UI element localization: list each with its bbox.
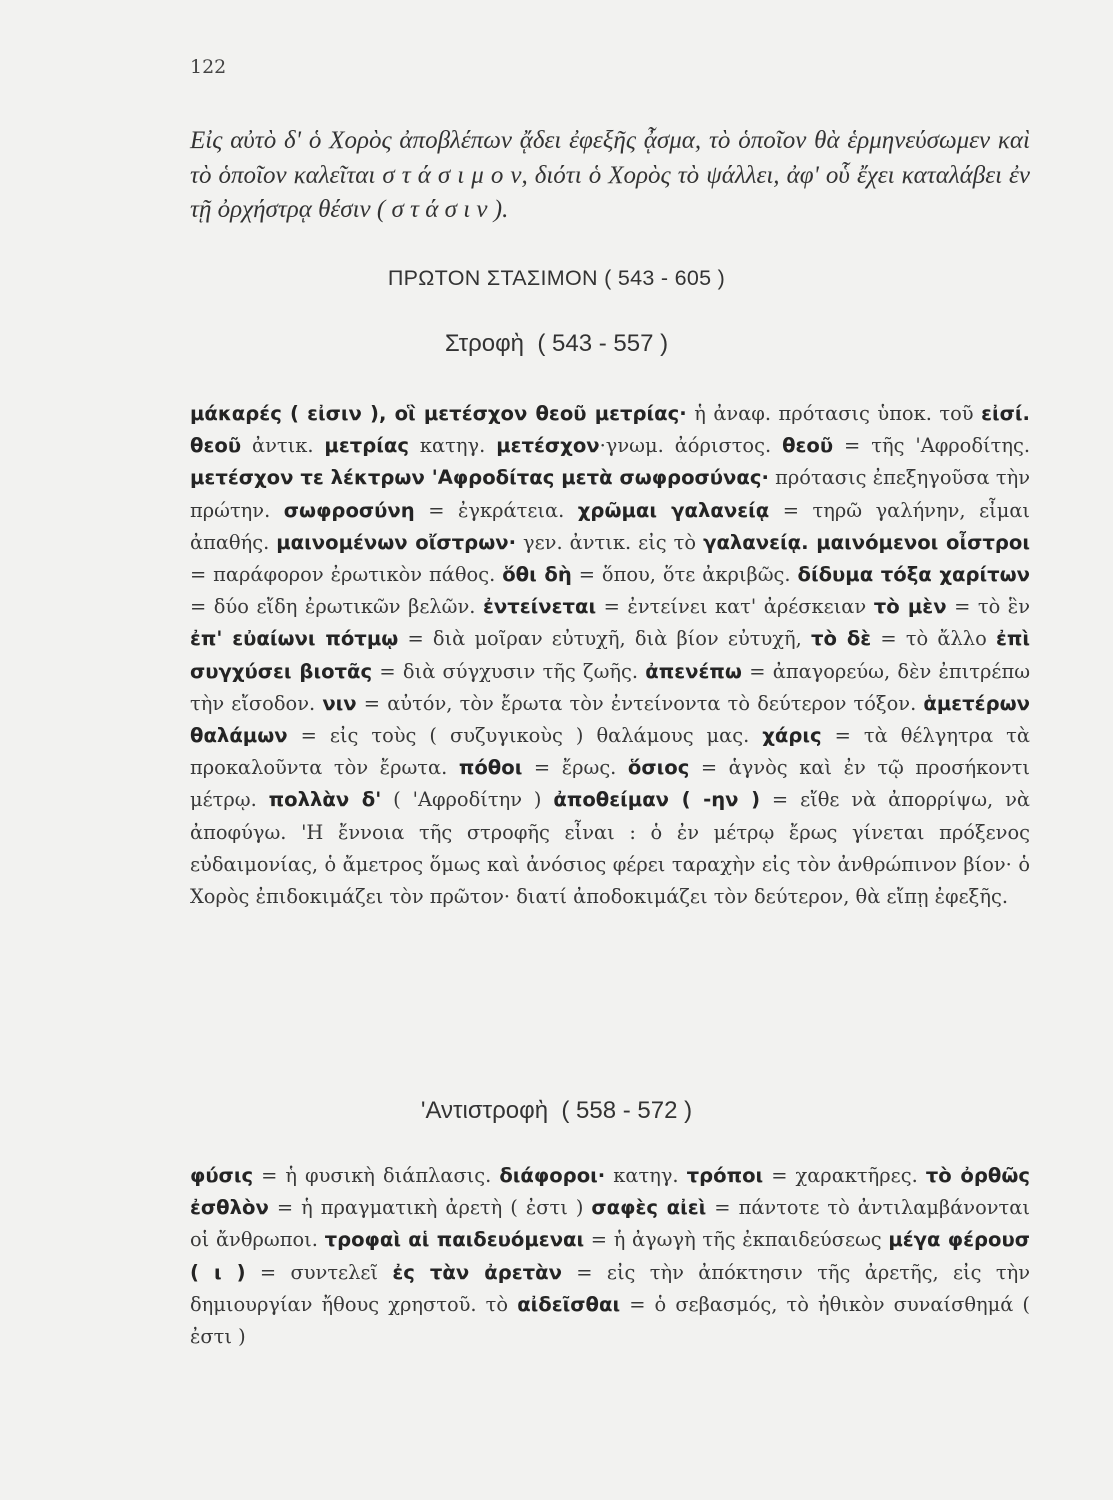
lemma: ἀπενέπω [645, 659, 742, 683]
lemma: δίδυμα τόξα χαρίτων [797, 563, 1030, 587]
antistrophe-heading: 'Αντιστροφὴ ( 558 - 572 ) [420, 1097, 693, 1124]
lemma: τὸ μὲν [873, 595, 947, 619]
gloss: γεν. ἀντικ. εἰς τὸ [516, 530, 704, 554]
gloss: = αὐτόν, τὸν ἔρωτα τὸν ἐντείνοντα τὸ δεύτερον τόξον. [356, 691, 924, 715]
gloss: = εἰς τὴν ἀπόκτησιν τῆς ἀρετῆς, εἰς τὴν δημιουργίαν ἤθους χρηστοῦ. τὸ [190, 1260, 1030, 1316]
gloss: = ἡ πραγματικὴ ἀρετὴ ( ἐστι ) [268, 1196, 592, 1220]
gloss: = εἰς τοὺς ( συζυγικοὺς ) θαλάμους μας. [287, 724, 763, 748]
gloss: ἡ ἀναφ. πρότασις ὑποκ. τοῦ [686, 402, 982, 425]
strophe-commentary [190, 398, 1030, 913]
gloss: = τὰ θέλγητρα τὰ προκαλοῦντα τὸν ἔρωτα. [190, 724, 1030, 780]
gloss: = συντελεῖ [245, 1260, 393, 1284]
lemma: πόθοι [458, 756, 523, 780]
gloss: = ἔρως. [522, 756, 628, 780]
gloss: = εἴθε νὰ ἀπορρίψω, νὰ ἀποφύγω. 'Η ἔννοια τῆς στροφῆς εἶναι : ὁ ἐν μέτρῳ ἔρως γίνεται πρόξενος εὐδαιμονίας, ὁ ἄμετρος ὅμως καὶ ἀνόσιος φέρει ταραχὴν εἰς τὸν ἀνθρώπινον βίον· ὁ Χορὸς ἐπιδοκιμάζει τὸν πρῶτον· διατί ἀποδοκιμάζει τὸν δεύτερον, θὰ εἴπῃ ἐφεξῆς. [190, 788, 1030, 909]
lemma: διάφοροι· [499, 1164, 606, 1187]
gloss: ( 'Αφροδίτην ) [381, 788, 554, 812]
gloss: πρότασις ἐπεξηγοῦσα τὴν πρώτην. [190, 466, 1030, 522]
strophe-heading: Στροφὴ ( 543 - 557 ) [444, 330, 669, 357]
lemma: μετρίας [324, 434, 409, 458]
lemma: μετέσχον [496, 434, 600, 458]
intro-paragraph: Εἰς αὐτὸ δ' ὁ Χορὸς ἀποβλέπων ᾄδει ἐφεξῆς ᾆσμα, τὸ ὁποῖον θὰ ἑρμηνεύσωμεν καὶ τὸ ὁποῖον καλεῖται σ τ ά σ ι μ ο ν, διότι ὁ Χορὸς τὸ ψάλλει, ἀφ' οὗ ἔχει καταλάβει ἐν τῇ ὀρχήστρᾳ θέσιν ( σ τ ά σ ι ν ). [190, 127, 1030, 223]
lemma: θεοῦ [782, 434, 834, 458]
lemma: πολλὰν δ' [268, 788, 382, 812]
lemma: τροφαὶ αἱ παιδευόμεναι [324, 1228, 585, 1252]
gloss: ἀντικ. [241, 434, 325, 458]
lemma: μαινομένων οἴστρων· [276, 530, 517, 554]
antistrophe-commentary [190, 1160, 1030, 1353]
gloss: = ἐγκράτεια. [414, 498, 578, 522]
page-number: 122 [190, 56, 227, 78]
lemma: σωφροσύνη [283, 498, 415, 522]
lemma: εἰσί. θεοῦ [190, 402, 1030, 458]
gloss: = τῆς 'Αφροδίτης. [833, 434, 1031, 458]
gloss: = ὁ σεβασμός, τὸ ἠθικὸν συναίσθημά ( ἐστι ) [190, 1292, 1030, 1349]
lemma: ἐπὶ συγχύσει βιοτᾶς [190, 627, 1030, 683]
gloss: = ἡ ἀγωγὴ τῆς ἐκπαιδεύσεως [584, 1228, 889, 1252]
lemma: ὅσιος [627, 756, 690, 780]
gloss: = διὰ μοῖραν εὐτυχῆ, διὰ βίον εὐτυχῆ, [398, 627, 811, 651]
lemma: τρόποι [686, 1164, 764, 1187]
gloss: = τὸ ἄλλο [871, 627, 996, 651]
gloss: = διὰ σύγχυσιν τῆς ζωῆς. [372, 659, 646, 683]
lemma: ὅθι δὴ [502, 563, 572, 587]
lemma: μετέσχον τε λέκτρων 'Αφροδίτας μετὰ σωφροσύνας· [190, 466, 769, 490]
lemma: γαλανείᾳ. μαινόμενοι οἶστροι [703, 530, 1030, 554]
gloss: = ὅπου, ὅτε ἀκριβῶς. [571, 563, 798, 587]
lemma: μέγα φέρουσ ( ι ) [190, 1228, 1030, 1284]
lemma: νιν [322, 691, 357, 715]
gloss: = τηρῶ γαλήνην, εἶμαι ἀπαθής. [190, 498, 1031, 554]
gloss: = χαρακτῆρες. [763, 1164, 926, 1187]
gloss: = ἡ φυσικὴ διάπλασις. [253, 1164, 500, 1187]
lemma: τὸ δὲ [811, 627, 872, 651]
lemma: ἐπ' εὐαίωνι πότμῳ [190, 627, 399, 651]
section-title: ΠΡΩΤΟΝ ΣΤΑΣΙΜΟΝ ( 543 - 605 ) [387, 266, 726, 290]
gloss: κατηγ. [605, 1164, 687, 1187]
gloss: = παράφορον ἐρωτικὸν πάθος. [190, 563, 503, 587]
lemma: φύσις [190, 1164, 254, 1187]
gloss: = τὸ ἓν [946, 595, 1030, 619]
lemma: χάρις [762, 724, 822, 748]
gloss: = ἀπαγορεύω, δὲν ἐπιτρέπω τὴν εἴσοδον. [190, 659, 1031, 715]
lemma: τὸ ὀρθῶς ἐσθλὸν [190, 1164, 1030, 1220]
gloss: = ἁγνὸς καὶ ἐν τῷ προσήκοντι μέτρῳ. [190, 756, 1030, 812]
gloss: ·γνωμ. ἀόριστος. [599, 434, 783, 458]
lemma: αἰδεῖσθαι [517, 1292, 621, 1316]
gloss: = δύο εἴδη ἐρωτικῶν βελῶν. [190, 595, 483, 619]
lemma: ἐντείνεται [482, 595, 597, 619]
lemma: ἁμετέρων θαλάμων [190, 691, 1030, 748]
lemma: σαφὲς αἰεὶ [591, 1196, 707, 1220]
lemma: χρῶμαι γαλανείᾳ [577, 498, 770, 522]
lemma: ἀποθείμαν ( -ην ) [553, 788, 761, 812]
lemma: μάκαρές ( εἰσιν ), οἳ μετέσχον θεοῦ μετρίας· [190, 402, 687, 425]
gloss: = πάντοτε τὸ ἀντιλαμβάνονται οἱ ἄνθρωποι. [190, 1196, 1030, 1252]
gloss: = ἐντείνει κατ' ἀρέσκειαν [596, 595, 874, 619]
gloss: κατηγ. [409, 434, 497, 458]
lemma: ἐς τὰν ἀρετὰν [392, 1260, 562, 1284]
